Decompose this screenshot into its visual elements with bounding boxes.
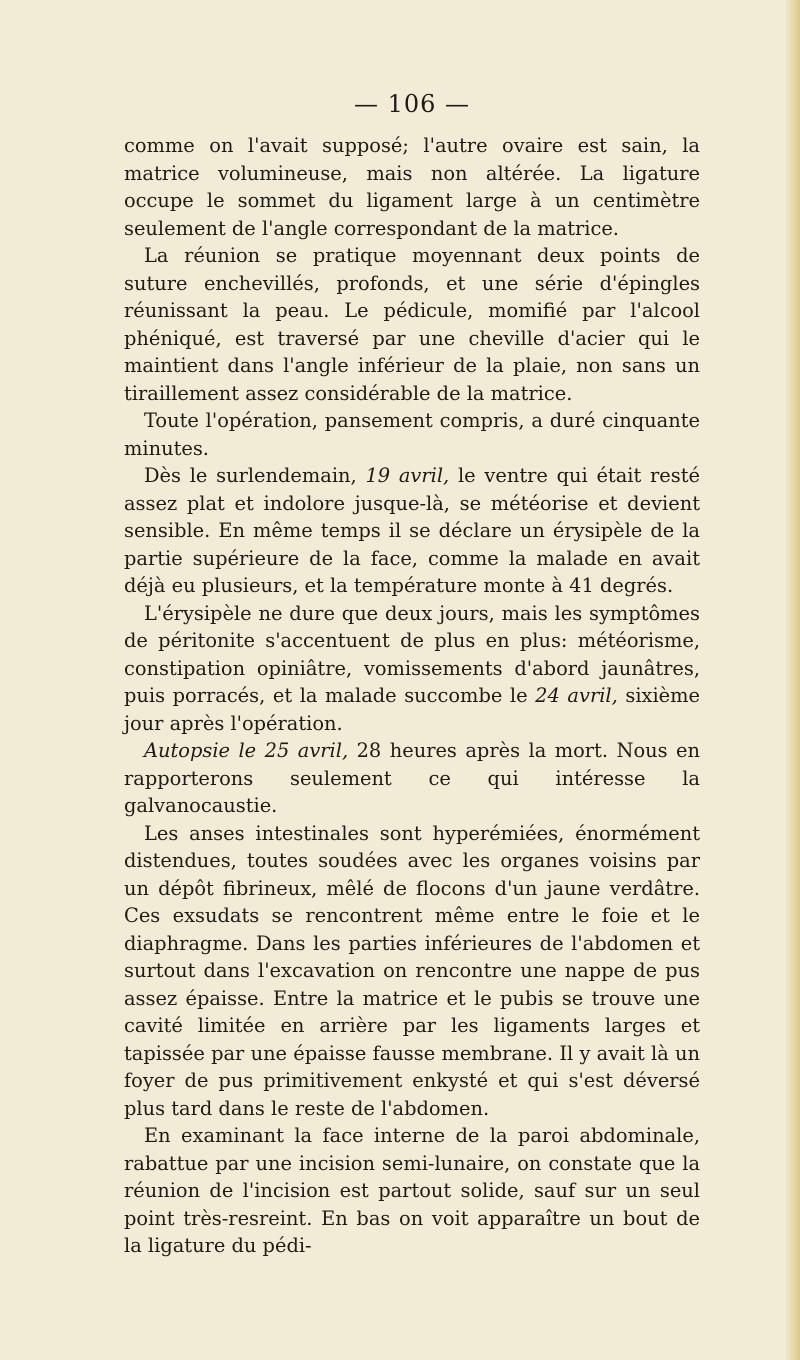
paragraph-5: [124, 600, 700, 738]
paragraph-5-text-a: L'érysipèle ne dure que deux jours, mais les symptômes de péritonite s'accentuent de plus en plus: météorisme, constipation opiniâtre, vomissements d'abord jaunâtres, puis porracés, et la malade succombe le: [124, 601, 700, 707]
date-24-avril: 24 avril,: [535, 684, 618, 707]
paragraph-1: comme on l'avait supposé; l'autre ovaire est sain, la matrice volumineuse, mais non altérée. La ligature occupe le sommet du ligament large à un centimètre seulement de l'angle correspondant de la matrice.: [124, 134, 700, 240]
book-page: [124, 90, 700, 1260]
paragraph-6-text: 28 heures après la mort. Nous en rapporterons seulement ce qui intéresse la galvanocaustie.: [124, 739, 700, 817]
page-number: — 106 —: [353, 90, 471, 118]
date-19-avril: 19 avril,: [365, 464, 450, 487]
paragraph-4-text-b: le ventre qui était resté assez plat et indolore jusque-là, se météorise et devient sensible. En même temps il se déclare un érysipèle de la partie supérieure de la face, comme la malade en avait déjà eu plusieurs, et la température monte à 41 degrés.: [124, 464, 700, 597]
paragraph-8: En examinant la face interne de la paroi abdominale, rabattue par une incision semi-lunaire, on constate que la réunion de l'incision est partout solide, sauf sur un seul point très-resreint. En bas on voit apparaître un bout de la ligature du pédi-: [124, 1124, 700, 1257]
autopsie-heading: Autopsie le 25 avril,: [144, 739, 349, 762]
page-edge-shadow: [786, 0, 800, 1360]
paragraph-3: Toute l'opération, pansement compris, a duré cinquante minutes.: [124, 409, 700, 460]
paragraph-7: Les anses intestinales sont hyperémiées, énormément distendues, toutes soudées avec les organes voisins par un dépôt fibrineux, mêlé de flocons d'un jaune verdâtre. Ces exsudats se rencontrent même entre le foie et le diaphragme. Dans les parties inférieures de l'abdomen et surtout dans l'excavation on rencontre une nappe de pus assez épaisse. Entre la matrice et le pubis se trouve une cavité limitée en arrière par les ligaments larges et tapissée par une épaisse fausse membrane. Il y avait là un foyer de pus primitivement enkysté et qui s'est déversé plus tard dans le reste de l'abdomen.: [124, 821, 700, 1120]
paragraph-4: [124, 462, 700, 600]
paragraph-5-text-b: sixième jour après l'opération.: [124, 684, 700, 735]
paragraph-4-text-a: Dès le surlendemain,: [144, 464, 366, 487]
paragraph-2: La réunion se pratique moyennant deux points de suture enchevillés, profonds, et une série d'épingles réunissant la peau. Le pédicule, momifié par l'alcool phéniqué, est traversé par une cheville d'acier qui le maintient dans l'angle inférieur de la plaie, non sans un tiraillement assez considérable de la matrice.: [124, 244, 700, 405]
paragraph-6: [124, 737, 700, 820]
